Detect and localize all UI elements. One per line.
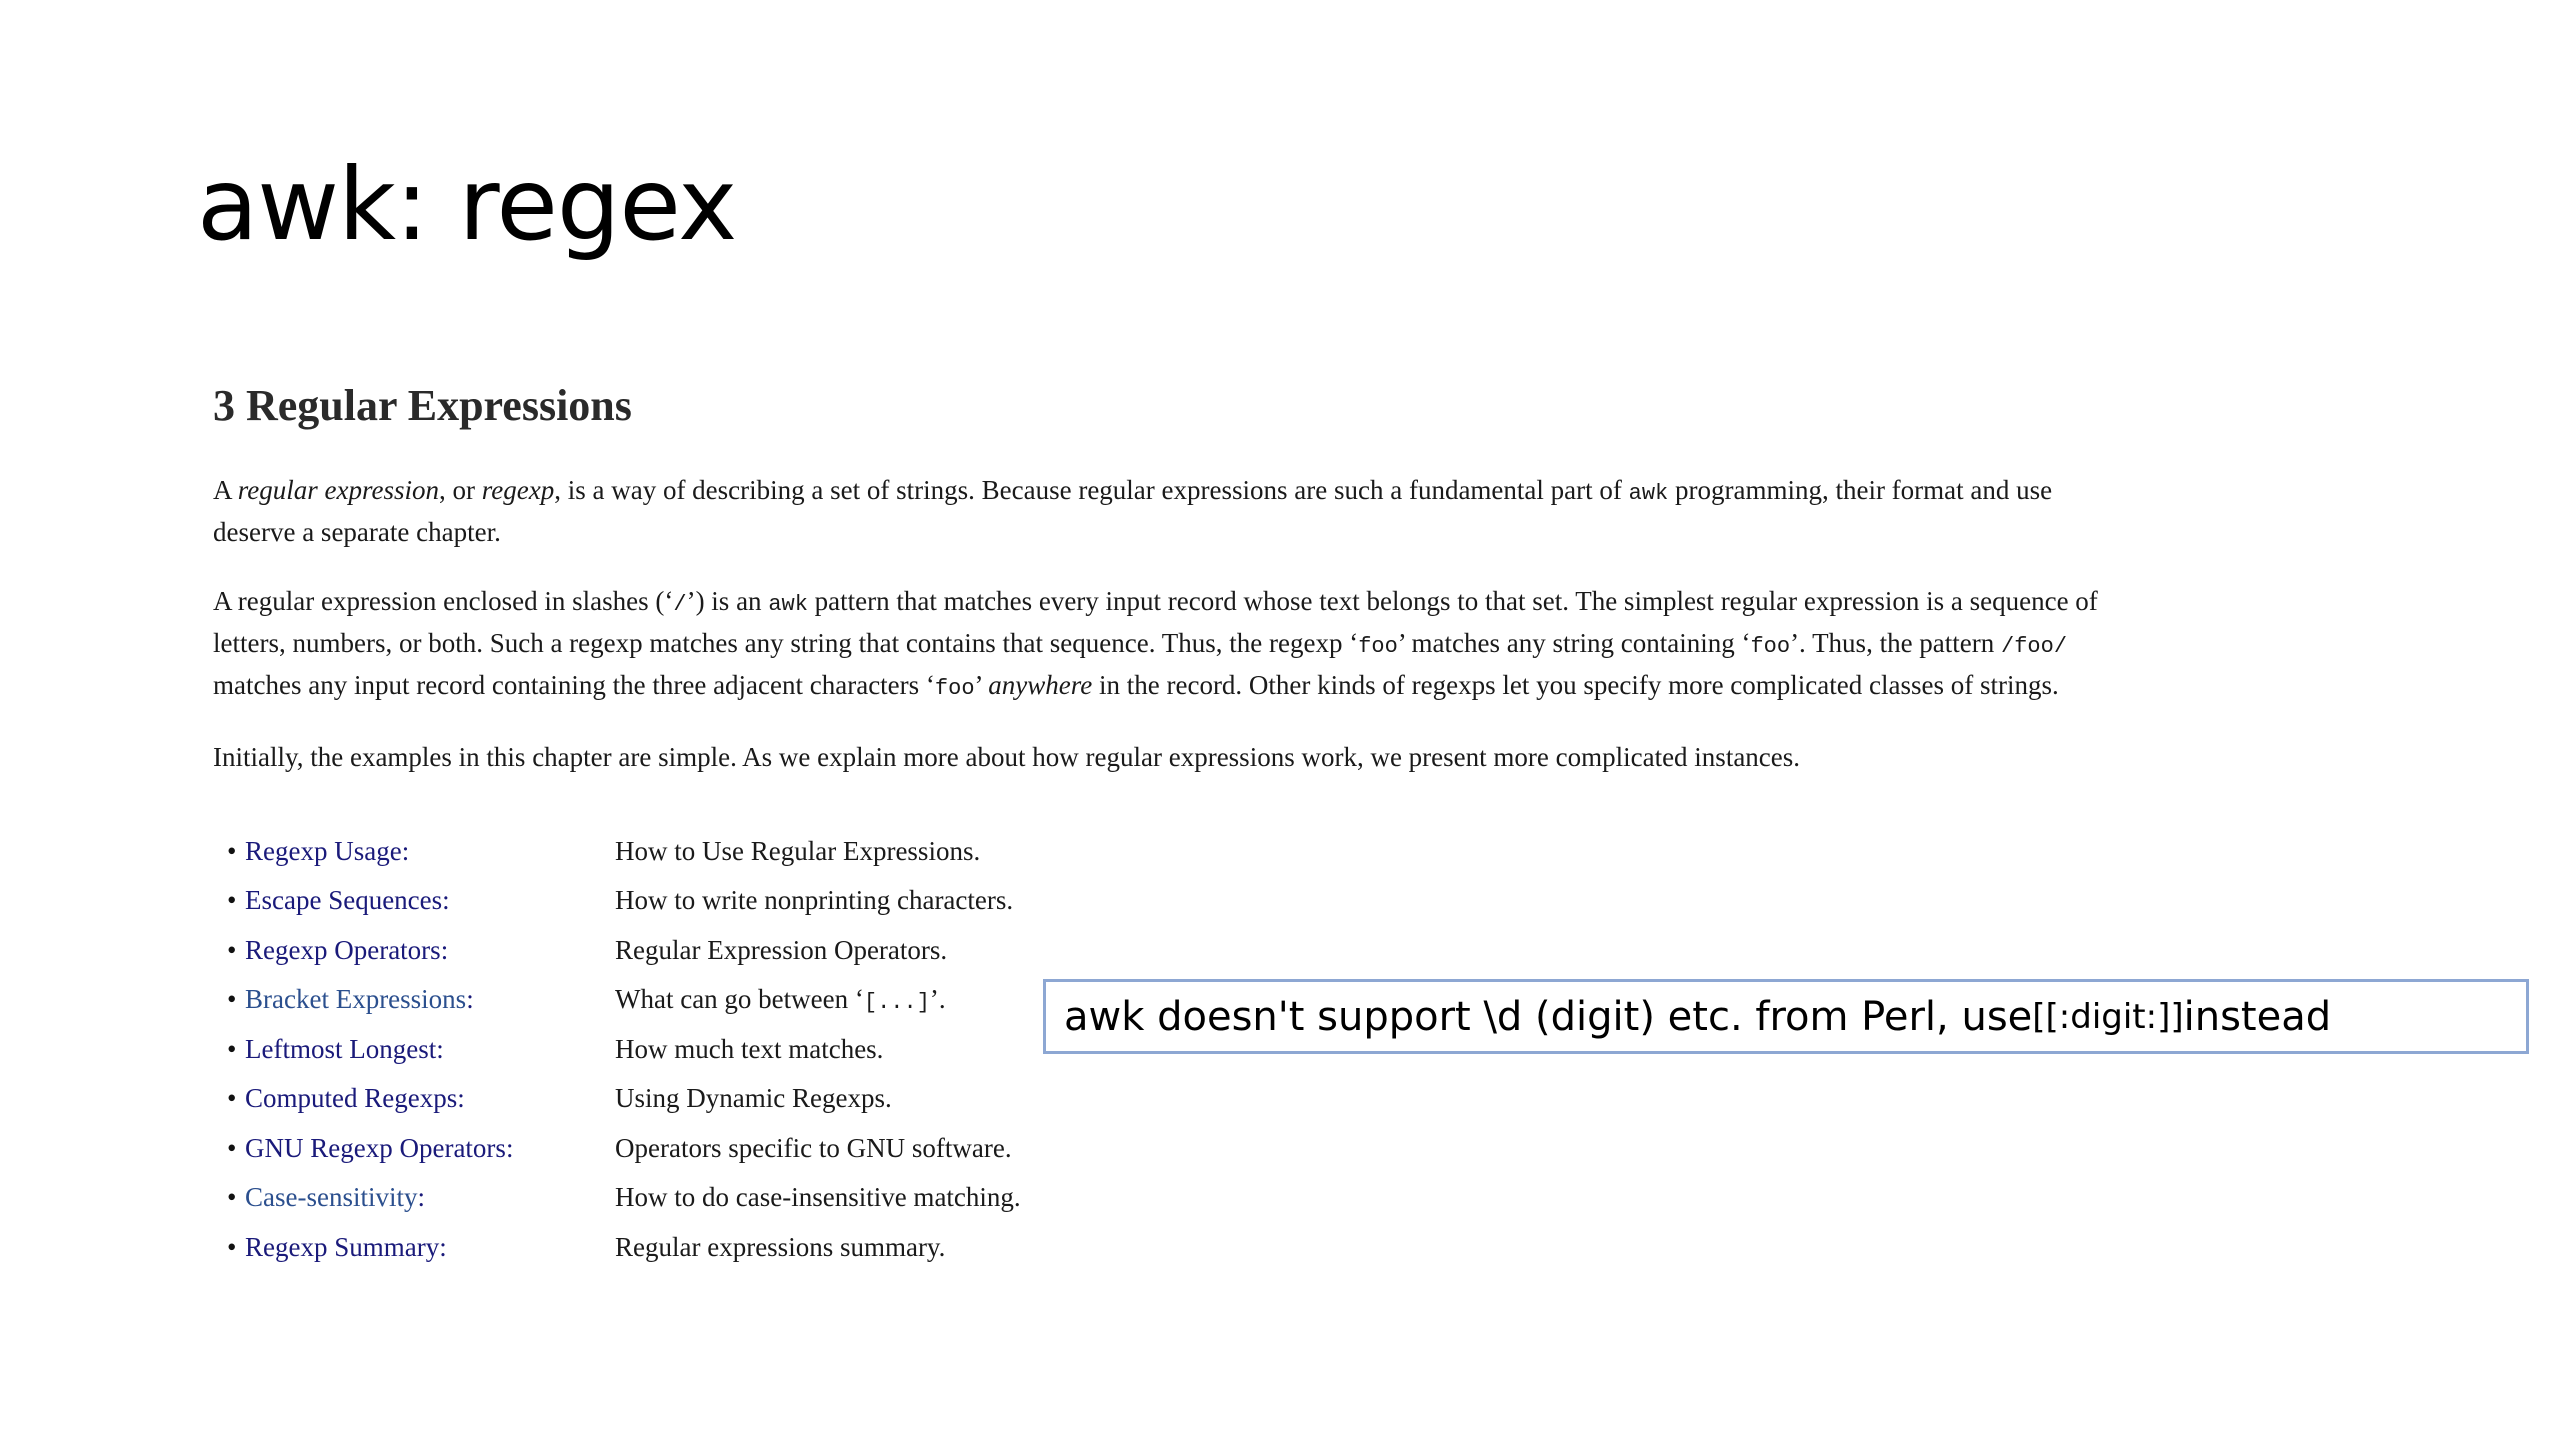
term-regexp: regexp <box>481 474 555 505</box>
list-item: • Case-sensitivity: How to do case-insensitive matching. <box>213 1173 2113 1223</box>
slashes-paragraph: A regular expression enclosed in slashes (‘/’) is an awk pattern that matches every input record whose text belongs to that set. The simplest regular expression is a sequence of letters, numbers, or both. Such a regexp matches any string that contains that sequence. Thus, the regexp ‘foo’ matches any string containing ‘foo’. Thus, the pattern /foo/ matches any input record containing the three adjacent characters ‘foo’ anywhere in the record. Other kinds of regexps let you specify more complicated classes of strings. <box>213 585 2098 701</box>
list-item: • Leftmost Longest: How much text matches. <box>213 1025 2113 1075</box>
menu-description: Regular expressions summary. <box>615 1231 946 1262</box>
list-item: • Regexp Summary: Regular expressions summary. <box>213 1223 2113 1273</box>
bullet: • <box>227 1132 237 1163</box>
link-gnu-regexp-operators[interactable]: GNU Regexp Operators <box>245 1132 506 1163</box>
list-item: • Escape Sequences: How to write nonprinting characters. <box>213 876 2113 926</box>
list-item: • GNU Regexp Operators: Operators specific to GNU software. <box>213 1124 2113 1174</box>
link-case-sensitivity[interactable]: Case-sensitivity <box>245 1182 418 1213</box>
term-regular-expression: regular expression <box>237 474 439 505</box>
section-heading: 3 Regular Expressions <box>213 381 632 430</box>
link-bracket-expressions[interactable]: Bracket Expressions <box>245 984 467 1015</box>
callout-digit-class: [[:digit:]] <box>2032 996 2184 1037</box>
menu-description: How to Use Regular Expressions. <box>615 835 981 866</box>
bullet: • <box>227 835 237 866</box>
bullet: • <box>227 1182 237 1213</box>
list-item: • Bracket Expressions: What can go between ‘[...]’. <box>213 975 2113 1025</box>
slide-title: awk: regex <box>197 146 737 263</box>
menu-description: How to write nonprinting characters. <box>615 885 1014 916</box>
bullet: • <box>227 984 237 1015</box>
emphasis-anywhere: anywhere <box>988 669 1093 700</box>
menu-description: What can go between ‘[...]’. <box>615 984 946 1016</box>
list-item: • Regexp Operators: Regular Expression Operators. <box>213 926 2113 976</box>
bullet: • <box>227 1083 237 1114</box>
manual-section <box>213 380 2113 1272</box>
bullet: • <box>227 1033 237 1064</box>
link-regexp-operators[interactable]: Regexp Operators <box>245 934 441 965</box>
code-awk: awk <box>1628 480 1669 506</box>
list-item: • Regexp Usage: How to Use Regular Expressions. <box>213 827 2113 877</box>
menu-description: Regular Expression Operators. <box>615 934 948 965</box>
menu-description: Using Dynamic Regexps. <box>615 1083 892 1114</box>
link-regexp-summary[interactable]: Regexp Summary <box>245 1231 440 1262</box>
intro-paragraph: A regular expression, or regexp, is a way of describing a set of strings. Because regular expressions are such a fundamental part of awk programming, their format and use deserve a separate chapter. <box>213 474 2053 547</box>
examples-paragraph: Initially, the examples in this chapter are simple. As we explain more about how regular expressions work, we present more complicated instances. <box>213 741 1801 772</box>
bullet: • <box>227 885 237 916</box>
menu-description: How much text matches. <box>615 1033 884 1064</box>
callout-note: awk doesn't support \d (digit) etc. from Perl, use [[:digit:]] instead <box>1043 979 2529 1054</box>
menu-description: How to do case-insensitive matching. <box>615 1182 1021 1213</box>
bullet: • <box>227 1231 237 1262</box>
bullet: • <box>227 934 237 965</box>
list-item: • Computed Regexps: Using Dynamic Regexps. <box>213 1074 2113 1124</box>
link-regexp-usage[interactable]: Regexp Usage <box>245 835 402 866</box>
link-computed-regexps[interactable]: Computed Regexps <box>245 1083 458 1114</box>
link-leftmost-longest[interactable]: Leftmost Longest <box>245 1033 437 1064</box>
link-escape-sequences[interactable]: Escape Sequences <box>245 885 443 916</box>
menu-description: Operators specific to GNU software. <box>615 1132 1012 1163</box>
